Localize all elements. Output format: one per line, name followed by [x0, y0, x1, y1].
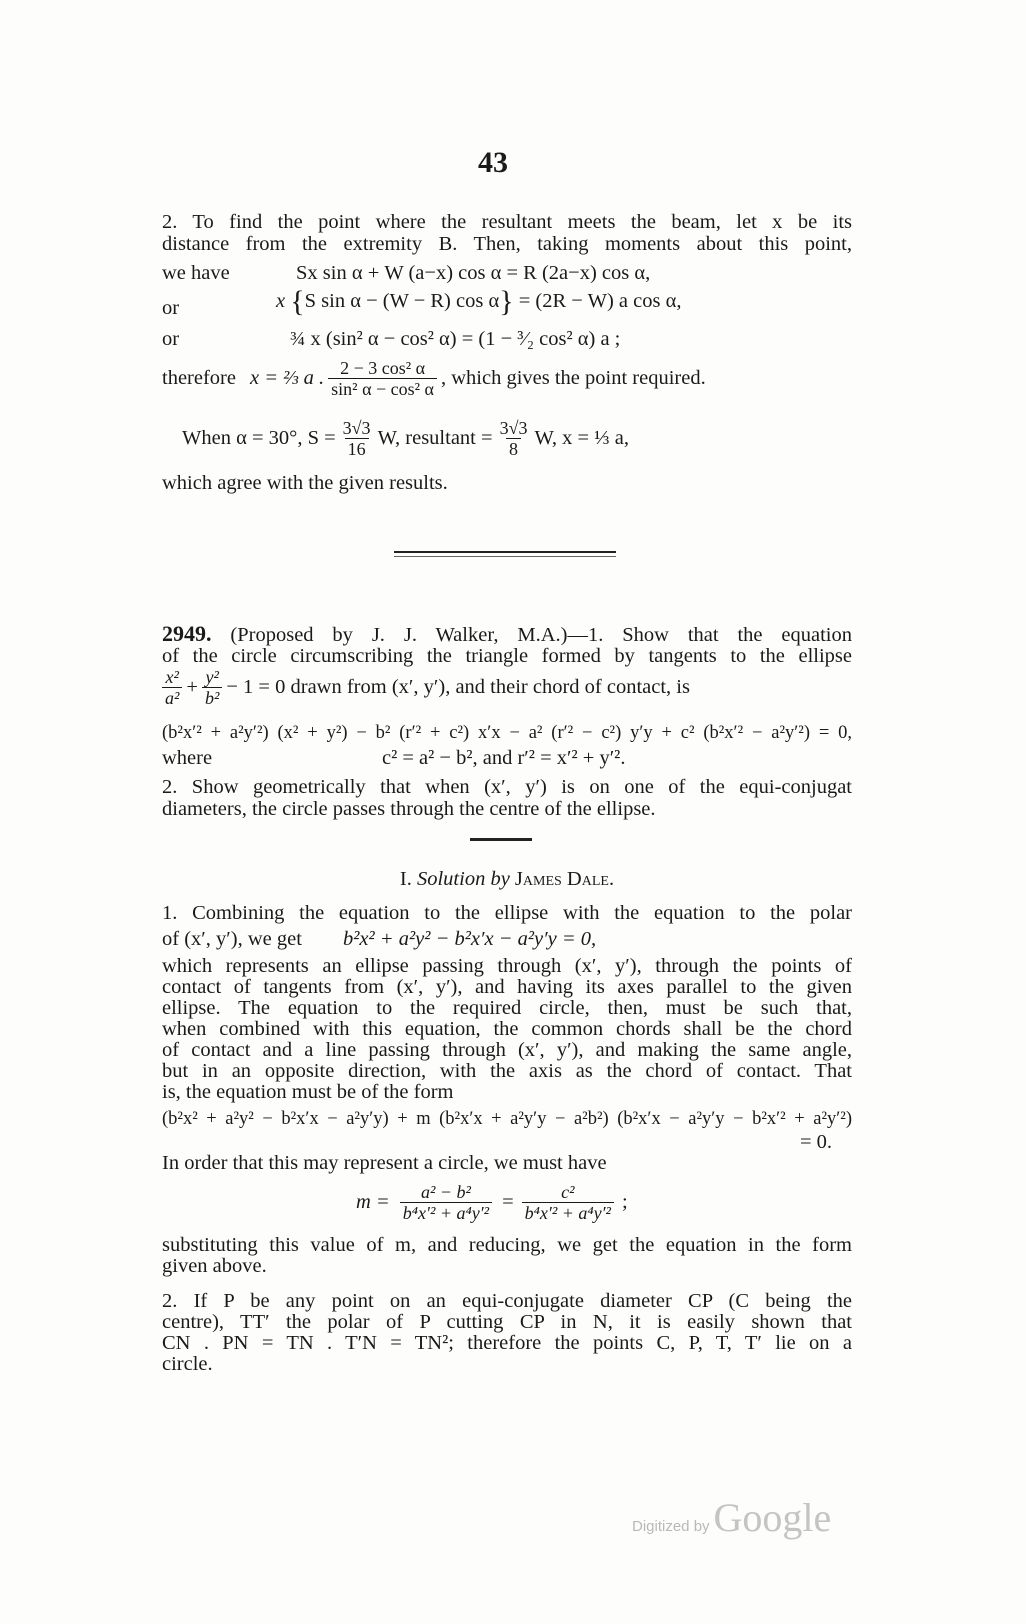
- part2-solution-line4: circle.: [162, 1353, 213, 1375]
- solution-line3: which represents an ellipse passing through (x′, y′), through the points of: [162, 955, 852, 977]
- solution-line2-equation: b²x² + a²y² − b²x′x − a²y′y = 0,: [343, 928, 597, 950]
- r-numerator: 3√3: [499, 417, 528, 438]
- form-equation-end: = 0.: [800, 1131, 833, 1153]
- m-denominator-1: b⁴x′² + a⁴y′²: [400, 1202, 492, 1223]
- solution-line6: when combined with this equation, the common chords shall be the chord: [162, 1018, 852, 1040]
- m-numerator-2: c²: [561, 1181, 575, 1202]
- m-equals: =: [502, 1191, 514, 1213]
- question-number: 2949.: [162, 621, 212, 646]
- equation-4-denominator: sin² α − cos² α: [328, 378, 437, 399]
- where-equation: c² = a² − b², and r′² = x′² + y′².: [382, 747, 626, 769]
- m-semicolon: ;: [621, 1191, 628, 1213]
- r-denominator: 8: [506, 438, 521, 459]
- when-line: [182, 416, 629, 460]
- equation-4: [162, 356, 706, 400]
- m-lead: m =: [356, 1191, 390, 1213]
- equation-4-tail: , which gives the point required.: [440, 367, 706, 389]
- where-label: where: [162, 747, 213, 769]
- part2-line1: 2. Show geometrically that when (x′, y′) is on one of the equi-conjugat: [162, 776, 852, 798]
- form-equation: (b²x² + a²y² − b²x′x − a²y′y) + m (b²x′x + a²y′y − a²b²) (b²x′x − a²y′y − b²x′² + a²y′²): [162, 1109, 852, 1129]
- section-divider: [394, 551, 616, 553]
- solution-heading: [162, 868, 852, 890]
- m-equation: [356, 1178, 628, 1226]
- equation-2-right: = (2R − W) a cos α,: [518, 290, 682, 312]
- y-squared: y²: [205, 666, 219, 687]
- solution-author: James Dale.: [514, 868, 615, 890]
- equation-1: Sx sin α + W (a−x) cos α = R (2a−x) cos α,: [296, 262, 651, 284]
- m-fraction-1: [400, 1182, 492, 1223]
- digitized-watermark: [632, 1494, 831, 1541]
- part2-solution-line3: CN . PN = TN . T′N = TN²; therefore the points C, P, T, T′ lie on a: [162, 1332, 852, 1354]
- solution-heading-italic: Solution by: [416, 868, 510, 890]
- solution-line1: 1. Combining the equation to the ellipse with the equation to the polar: [162, 902, 852, 924]
- agree-line: which agree with the given results.: [162, 472, 448, 494]
- left-brace-glyph: {: [290, 285, 305, 318]
- section-divider-thin: [394, 556, 616, 557]
- m-denominator-2: b⁴x′² + a⁴y′²: [522, 1202, 614, 1223]
- r-fraction: [497, 418, 531, 459]
- para2-line2: distance from the extremity B. Then, taking moments about this point,: [162, 233, 852, 255]
- solution-line7: of contact and a line passing through (x′, y′), and making the same angle,: [162, 1039, 852, 1061]
- question-line3: [162, 664, 690, 710]
- part2-solution-line2: centre), TT′ the polar of P cutting CP in N, it is easily shown that: [162, 1311, 852, 1333]
- or-label-1: or: [162, 297, 180, 319]
- short-divider: [470, 838, 532, 841]
- therefore-label: therefore: [162, 367, 236, 389]
- solution-line5: ellipse. The equation to the required circle, then, must be such that,: [162, 997, 852, 1019]
- we-have-label: we have: [162, 262, 230, 284]
- s-numerator: 3√3: [342, 417, 371, 438]
- solution-line2-lead: of (x′, y′), we get: [162, 928, 302, 950]
- equation-4-fraction: [328, 358, 437, 399]
- question-line1-rest: (Proposed by J. J. Walker, M.A.)—1. Show that the equation: [230, 624, 853, 646]
- s-fraction: [340, 418, 374, 459]
- para2-line1: 2. To find the point where the resultant meets the beam, let x be its: [162, 211, 852, 233]
- solution-line12: given above.: [162, 1255, 267, 1277]
- plus-sign: +: [186, 676, 198, 698]
- x-over-a-fraction: [162, 667, 182, 708]
- w-resultant-text: W, resultant =: [377, 427, 493, 449]
- a-squared: a²: [162, 687, 182, 708]
- solution-line8: but in an opposite direction, with the axis as the chord of contact. That: [162, 1060, 852, 1082]
- equation-2: [276, 285, 682, 318]
- m-fraction-2: [522, 1182, 614, 1223]
- digitized-prefix: Digitized by: [632, 1518, 710, 1535]
- y-over-b-fraction: [202, 667, 222, 708]
- solution-line2: [162, 928, 596, 950]
- m-numerator-1: a² − b²: [420, 1181, 471, 1202]
- w-x-text: W, x = ⅓ a,: [534, 427, 629, 449]
- equation-4-lead: x = ⅔ a .: [249, 367, 325, 389]
- x-squared: x²: [165, 666, 179, 687]
- solution-line4: contact of tangents from (x′, y′), and having its axes parallel to the given: [162, 976, 852, 998]
- equation-2-inner: S sin α − (W − R) cos α: [304, 290, 500, 312]
- right-brace-glyph: }: [499, 285, 514, 318]
- main-equation: (b²x′² + a²y′²) (x² + y²) − b² (r′² + c²) x′x − a² (r′² − c²) y′y + c² (b²x′² − a²y′²) = 0,: [162, 723, 852, 743]
- solution-line11: substituting this value of m, and reducing, we get the equation in the form: [162, 1234, 852, 1256]
- equation-4-numerator: 2 − 3 cos² α: [340, 357, 426, 378]
- part2-solution-line1: 2. If P be any point on an equi-conjugate diameter CP (C being the: [162, 1290, 852, 1312]
- s-denominator: 16: [345, 438, 369, 459]
- solution-line10: In order that this may represent a circle, we must have: [162, 1152, 607, 1174]
- equation-3: ¾ x (sin² α − cos² α) = (1 − ³⁄₂ cos² α) a ;: [290, 328, 621, 350]
- solution-heading-prefix: I.: [399, 868, 412, 890]
- question-line2: of the circle circumscribing the triangle formed by tangents to the ellipse: [162, 645, 852, 667]
- equation-2-left: x: [276, 290, 286, 312]
- or-label-2: or: [162, 328, 180, 350]
- solution-line9: is, the equation must be of the form: [162, 1081, 454, 1103]
- question-line1: [162, 623, 852, 646]
- question-line3-rest: − 1 = 0 drawn from (x′, y′), and their chord of contact, is: [226, 676, 690, 698]
- page-number: 43: [478, 146, 508, 179]
- b-squared: b²: [202, 687, 222, 708]
- google-logo: Google: [713, 1495, 832, 1540]
- part2-line2: diameters, the circle passes through the centre of the ellipse.: [162, 798, 656, 820]
- when-text: When α = 30°, S =: [182, 427, 336, 449]
